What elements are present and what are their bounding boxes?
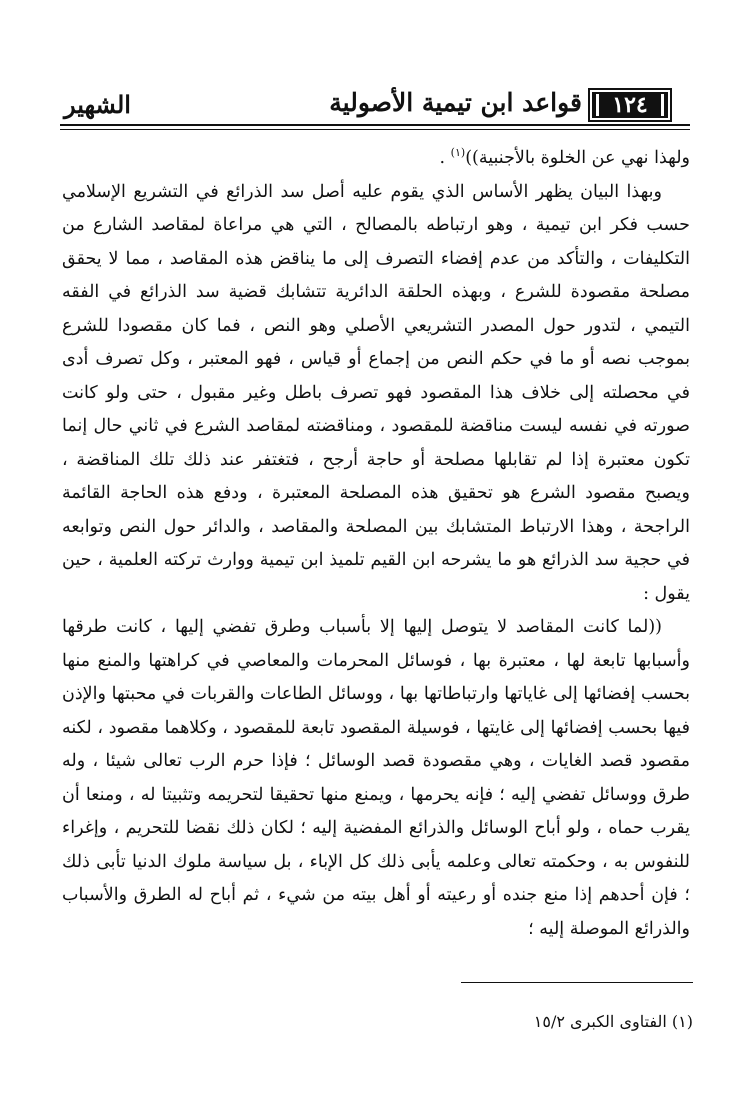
paragraph-opening [62,142,690,176]
header-rule-thin [60,129,690,130]
book-title: قواعد ابن تيمية الأصولية [329,88,582,117]
paragraph-main: وبهذا البيان يظهر الأساس الذي يقوم عليه أصل سد الذرائع في التشريع الإسلامي حسب فكر ابن تيمية ، وهو ارتباطه بالمصالح ، التي هي مراعاة لمقاصد الشارع من التكليفات ، والتأكد من عدم إفضاء التصرف إلى ما يناقض هذه المقاصد ، مما لا يحقق مصلحة مقصودة للشرع ، وبهذه الحلقة الدائرية تتشابك قضية سد الذرائع في الفقه التيمي ، لتدور حول المصدر التشريعي الأصلي وهو النص ، فما كان مقصودا للشرع بموجب نصه أو ما في حكم النص من إجماع أو قياس ، فهو المعتبر ، وكل تصرف أدى في محصلته إلى خلاف هذا المقصود فهو تصرف باطل وغير مقبول ، حتى ولو كانت صورته في نفسه ليست مناقضة للمقصود ، ومناقضته لمقاصد الشرع في ثاني حال إنما تكون معتبرة إذا لم تقابلها مصلحة أو حاجة أرجح ، فتغتفر عند ذلك تلك المناقضة ، ويصبح مقصود الشرع هو تحقيق هذه المصلحة المعتبرة ، ودفع هذه الحاجة القائمة الراجحة ، وهذا الارتباط المتشابك بين المصلحة والمقاصد ، والدائر حول النص وتوابعه في حجية سد الذرائع هو ما يشرحه ابن القيم تلميذ ابن تيمية ووارث تركته العلمية ، حين يقول : [62,181,690,604]
paragraph-quote: ((لما كانت المقاصد لا يتوصل إليها إلا بأسباب وطرق تفضي إليها ، كانت طرقها وأسبابها تابعة لها ، معتبرة بها ، فوسائل المحرمات والمعاصي في كراهتها والمنع منها بحسب إفضائها إلى غاياتها وارتباطاتها بها ، ووسائل الطاعات والقربات في محبتها والإذن فيها بحسب إفضائها إلى غايتها ، فوسيلة المقصود تابعة للمقصود ، وكلاهما مقصود ، لكنه مقصود قصد الغايات ، وهي مقصودة قصد الوسائل ؛ فإذا حرم الرب تعالى شيئا ، وله طرق ووسائل تفضي إليه ؛ فإنه يحرمها ، ويمنع منها تحقيقا لتحريمه وتثبيتا له ، ومنعا أن يقرب حماه ، ولو أباح الوسائل والذرائع المفضية إليه ؛ لكان ذلك نقضا للتحريم ، وإغراء للنفوس به ، وحكمته تعالى وعلمه يأبى ذلك كل الإباء ، بل سياسة ملوك الدنيا تأبى ذلك ؛ فإن أحدهم إذا منع جنده أو رعيته أو أهل بيته من شيء ، ثم أباح له الطرق والأسباب والذرائع الموصلة إليه ؛ [62,617,690,939]
page-number-box [588,88,672,122]
publisher-logo: الشهير [64,90,131,119]
page-header [60,82,690,126]
page-number-bar-right [661,94,664,116]
footnote-separator [461,982,693,983]
page-number-bar-left [596,94,599,116]
footnote-marker: (١) [450,146,466,160]
paragraph-opening-text: ولهذا نهي عن الخلوة بالأجنبية)) [465,148,690,168]
body-text [62,142,690,946]
page-number: ١٢٤ [612,92,648,118]
footnote: (١) الفتاوى الكبرى ١٥/٢ [533,1012,693,1031]
paragraph-opening-end: . [439,148,446,168]
header-rule [60,124,690,126]
